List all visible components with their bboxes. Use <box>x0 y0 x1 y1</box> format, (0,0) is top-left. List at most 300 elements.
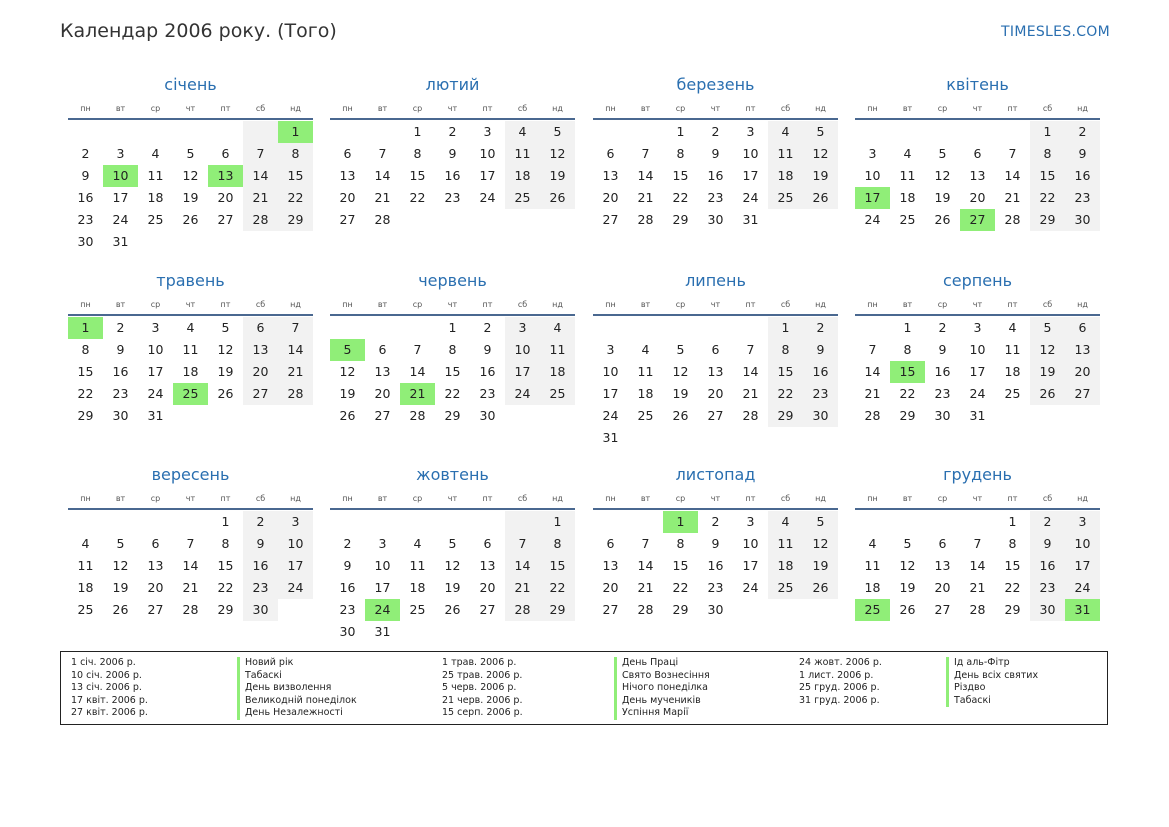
day-cell: 16 <box>339 580 356 595</box>
day-cell: 19 <box>934 190 951 205</box>
weekday-label: чт <box>972 104 983 113</box>
day-cell: 13 <box>243 339 278 361</box>
day-cell: 29 <box>672 212 689 227</box>
day-cell: 7 <box>505 533 540 555</box>
weekday-header <box>330 100 575 120</box>
day-cell: 15 <box>444 364 461 379</box>
day-cell: 5 <box>903 536 912 551</box>
day-cell: 19 <box>339 386 356 401</box>
day-cell: 27 <box>602 602 619 617</box>
day-cell: 18 <box>899 190 916 205</box>
day-cell: 14 <box>742 364 759 379</box>
day-cell: 9 <box>1065 143 1100 165</box>
holiday-date: 1 січ. 2006 р. <box>71 657 136 668</box>
day-cell: 20 <box>969 190 986 205</box>
month-2 <box>330 75 575 231</box>
day-cell: 13 <box>969 168 986 183</box>
day-cell: 21 <box>278 361 313 383</box>
day-cell-empty <box>505 511 540 533</box>
day-cell: 25 <box>409 602 426 617</box>
weekday-label: пн <box>342 104 353 113</box>
day-cell: 24 <box>505 383 540 405</box>
day-cell-empty <box>628 121 663 143</box>
day-cell: 30 <box>707 212 724 227</box>
weekday-label: сб <box>1042 300 1053 309</box>
day-cell-empty <box>628 317 663 339</box>
day-cell: 26 <box>339 408 356 423</box>
day-cell: 23 <box>707 580 724 595</box>
day-grid <box>593 511 838 621</box>
day-cell: 31 <box>602 430 619 445</box>
day-cell: 24 <box>479 190 496 205</box>
day-cell: 5 <box>676 342 685 357</box>
day-cell-empty <box>208 121 243 143</box>
day-cell: 11 <box>147 168 164 183</box>
weekday-label: сб <box>1042 494 1053 503</box>
day-cell: 25 <box>1004 386 1021 401</box>
day-cell: 21 <box>374 190 391 205</box>
weekday-label: сб <box>517 300 528 309</box>
day-cell: 1 <box>768 317 803 339</box>
month-1 <box>68 75 313 253</box>
day-cell: 26 <box>803 187 838 209</box>
weekday-label: нд <box>815 494 826 503</box>
day-cell: 29 <box>444 408 461 423</box>
weekday-label: вт <box>640 494 651 503</box>
day-cell: 9 <box>711 536 720 551</box>
weekday-label: вт <box>902 494 913 503</box>
day-cell: 13 <box>707 364 724 379</box>
day-cell: 30 <box>243 599 278 621</box>
weekday-label: сб <box>780 494 791 503</box>
day-cell: 27 <box>374 408 391 423</box>
day-cell: 5 <box>938 146 947 161</box>
day-cell: 4 <box>81 536 90 551</box>
day-cell: 19 <box>112 580 129 595</box>
day-cell: 10 <box>374 558 391 573</box>
day-cell: 26 <box>217 386 234 401</box>
day-grid <box>593 317 838 449</box>
day-cell: 5 <box>803 511 838 533</box>
month-name: липень <box>685 271 746 290</box>
day-cell: 16 <box>1065 165 1100 187</box>
day-cell: 9 <box>448 146 457 161</box>
day-cell: 27 <box>479 602 496 617</box>
weekday-label: пн <box>867 104 878 113</box>
day-cell: 29 <box>217 602 234 617</box>
brand-link[interactable]: TIMESLES.COM <box>1001 24 1110 40</box>
day-cell: 18 <box>864 580 881 595</box>
day-cell: 23 <box>803 383 838 405</box>
day-cell: 14 <box>637 168 654 183</box>
day-cell: 15 <box>278 165 313 187</box>
holiday-name: Ід аль-Фітр <box>946 657 1038 670</box>
day-cell-empty <box>103 511 138 533</box>
weekday-label: нд <box>815 300 826 309</box>
day-grid <box>855 121 1100 231</box>
day-cell-empty <box>330 121 365 143</box>
holiday-name: День Незалежності <box>237 707 357 720</box>
weekday-label: пт <box>745 104 756 113</box>
day-cell: 1 <box>221 514 230 529</box>
weekday-label: сб <box>517 494 528 503</box>
day-cell: 7 <box>186 536 195 551</box>
weekday-label: ср <box>675 104 686 113</box>
day-cell-empty <box>138 511 173 533</box>
holiday-name: Нічого понеділка <box>614 682 710 695</box>
day-cell: 8 <box>540 533 575 555</box>
weekday-label: вт <box>115 300 126 309</box>
weekday-label: нд <box>1077 300 1088 309</box>
weekday-header <box>855 296 1100 316</box>
day-cell: 20 <box>217 190 234 205</box>
day-cell: 16 <box>479 364 496 379</box>
day-cell-empty <box>68 121 103 143</box>
day-cell: 16 <box>112 364 129 379</box>
day-cell: 26 <box>1030 383 1065 405</box>
holiday-name: Табаскі <box>237 670 357 683</box>
day-cell: 18 <box>182 364 199 379</box>
day-cell: 12 <box>112 558 129 573</box>
month-name: травень <box>156 271 225 290</box>
day-cell: 17 <box>969 364 986 379</box>
day-cell-empty <box>365 121 400 143</box>
month-name: лютий <box>425 75 480 94</box>
month-name: серпень <box>943 271 1012 290</box>
day-cell-empty <box>855 317 890 339</box>
day-cell: 20 <box>934 580 951 595</box>
day-cell: 17 <box>112 190 129 205</box>
day-cell: 20 <box>602 580 619 595</box>
holiday-names-column <box>614 657 710 720</box>
day-cell-empty <box>960 511 995 533</box>
day-grid <box>68 121 313 253</box>
day-cell: 28 <box>969 602 986 617</box>
day-cell: 23 <box>479 386 496 401</box>
day-cell: 22 <box>77 386 94 401</box>
day-cell: 3 <box>868 146 877 161</box>
day-cell: 22 <box>1030 187 1065 209</box>
day-cell: 14 <box>243 165 278 187</box>
weekday-label: чт <box>972 494 983 503</box>
day-cell: 12 <box>444 558 461 573</box>
day-cell: 5 <box>116 536 125 551</box>
month-10 <box>330 465 575 643</box>
day-cell: 25 <box>540 383 575 405</box>
day-cell: 24 <box>969 386 986 401</box>
weekday-label: ср <box>675 494 686 503</box>
day-cell: 23 <box>77 212 94 227</box>
holiday-dates-column <box>71 657 148 720</box>
day-cell: 2 <box>448 124 457 139</box>
weekday-header <box>330 296 575 316</box>
day-cell: 13 <box>147 558 164 573</box>
weekday-label: пт <box>482 104 493 113</box>
holiday-day-cell: 17 <box>855 187 890 209</box>
day-cell: 21 <box>742 386 759 401</box>
day-cell-empty <box>628 511 663 533</box>
day-cell: 9 <box>483 342 492 357</box>
weekday-label: чт <box>185 300 196 309</box>
day-cell: 28 <box>1004 212 1021 227</box>
weekday-label: нд <box>290 494 301 503</box>
holiday-date: 10 січ. 2006 р. <box>71 669 142 681</box>
weekday-label: сб <box>255 104 266 113</box>
day-cell: 26 <box>444 602 461 617</box>
weekday-label: вт <box>902 300 913 309</box>
weekday-label: пн <box>867 300 878 309</box>
day-cell: 7 <box>641 146 650 161</box>
weekday-label: пн <box>605 104 616 113</box>
day-cell: 3 <box>378 536 387 551</box>
day-cell: 15 <box>672 558 689 573</box>
holiday-date: 15 серп. 2006 р. <box>442 707 523 719</box>
day-cell: 7 <box>641 536 650 551</box>
holiday-name: Великодній понеділок <box>237 695 357 708</box>
day-cell: 14 <box>278 339 313 361</box>
day-cell: 11 <box>1004 342 1021 357</box>
weekday-label: вт <box>377 494 388 503</box>
day-cell: 18 <box>409 580 426 595</box>
day-cell: 11 <box>182 342 199 357</box>
day-cell-empty <box>890 121 925 143</box>
weekday-label: нд <box>552 104 563 113</box>
day-cell: 10 <box>864 168 881 183</box>
day-cell: 30 <box>934 408 951 423</box>
day-cell: 17 <box>479 168 496 183</box>
day-cell: 28 <box>243 209 278 231</box>
day-cell: 12 <box>672 364 689 379</box>
weekday-label: пн <box>80 104 91 113</box>
day-cell: 10 <box>505 339 540 361</box>
day-cell: 8 <box>903 342 912 357</box>
day-cell: 3 <box>483 124 492 139</box>
day-cell: 6 <box>343 146 352 161</box>
day-cell: 3 <box>746 124 755 139</box>
day-cell: 16 <box>707 168 724 183</box>
day-cell: 19 <box>444 580 461 595</box>
day-cell: 23 <box>1030 577 1065 599</box>
day-cell: 10 <box>969 342 986 357</box>
day-cell: 18 <box>77 580 94 595</box>
day-cell: 15 <box>672 168 689 183</box>
day-cell: 25 <box>768 577 803 599</box>
day-cell: 17 <box>742 168 759 183</box>
day-cell: 29 <box>278 209 313 231</box>
day-cell: 18 <box>1004 364 1021 379</box>
month-3 <box>593 75 838 231</box>
day-cell: 17 <box>278 555 313 577</box>
day-cell: 19 <box>672 386 689 401</box>
day-cell: 25 <box>899 212 916 227</box>
day-cell: 21 <box>864 386 881 401</box>
day-cell: 8 <box>448 342 457 357</box>
day-cell: 17 <box>602 386 619 401</box>
day-cell: 14 <box>969 558 986 573</box>
day-cell: 14 <box>409 364 426 379</box>
holiday-dates-column <box>442 657 523 720</box>
day-cell-empty <box>68 511 103 533</box>
day-cell: 5 <box>221 320 230 335</box>
day-cell: 30 <box>479 408 496 423</box>
day-cell: 11 <box>768 533 803 555</box>
day-cell: 1 <box>413 124 422 139</box>
holiday-day-cell: 25 <box>173 383 208 405</box>
month-name: жовтень <box>416 465 489 484</box>
day-cell: 14 <box>637 558 654 573</box>
day-cell-empty <box>593 121 628 143</box>
day-cell: 20 <box>479 580 496 595</box>
weekday-header <box>330 490 575 510</box>
month-11 <box>593 465 838 621</box>
day-cell: 30 <box>1065 209 1100 231</box>
day-cell: 18 <box>768 165 803 187</box>
day-cell: 29 <box>768 405 803 427</box>
day-cell: 9 <box>81 168 90 183</box>
weekday-header <box>855 100 1100 120</box>
weekday-label: ср <box>412 300 423 309</box>
day-cell: 19 <box>899 580 916 595</box>
day-cell: 7 <box>378 146 387 161</box>
day-cell: 17 <box>505 361 540 383</box>
day-cell-empty <box>365 511 400 533</box>
holiday-list <box>60 651 1108 725</box>
day-cell: 11 <box>899 168 916 183</box>
month-5 <box>68 271 313 427</box>
day-cell: 7 <box>973 536 982 551</box>
weekday-label: пт <box>1007 300 1018 309</box>
month-7 <box>593 271 838 449</box>
weekday-label: ср <box>150 300 161 309</box>
holiday-day-cell: 1 <box>278 121 313 143</box>
day-cell: 15 <box>77 364 94 379</box>
day-cell: 4 <box>768 511 803 533</box>
holiday-names-column <box>946 657 1038 707</box>
day-cell: 14 <box>374 168 391 183</box>
weekday-header <box>68 100 313 120</box>
day-cell: 29 <box>77 408 94 423</box>
day-cell: 3 <box>505 317 540 339</box>
day-grid <box>68 317 313 427</box>
day-cell: 10 <box>479 146 496 161</box>
day-cell: 2 <box>1030 511 1065 533</box>
day-cell: 23 <box>934 386 951 401</box>
day-cell: 31 <box>742 212 759 227</box>
day-cell: 28 <box>864 408 881 423</box>
month-name: червень <box>418 271 487 290</box>
day-cell-empty <box>243 121 278 143</box>
weekday-label: пн <box>867 494 878 503</box>
day-cell: 2 <box>243 511 278 533</box>
day-cell: 20 <box>339 190 356 205</box>
day-cell: 26 <box>540 187 575 209</box>
day-cell: 24 <box>602 408 619 423</box>
day-cell: 23 <box>112 386 129 401</box>
day-cell: 19 <box>217 364 234 379</box>
day-cell: 14 <box>182 558 199 573</box>
weekday-label: пн <box>605 300 616 309</box>
holiday-name: День Праці <box>614 657 710 670</box>
day-cell: 30 <box>803 405 838 427</box>
day-cell: 31 <box>112 234 129 249</box>
day-cell: 13 <box>602 168 619 183</box>
month-4 <box>855 75 1100 231</box>
day-cell-empty <box>593 511 628 533</box>
day-cell-empty <box>733 317 768 339</box>
day-cell: 21 <box>182 580 199 595</box>
day-cell: 8 <box>676 146 685 161</box>
day-cell: 3 <box>278 511 313 533</box>
day-cell: 31 <box>374 624 391 639</box>
day-cell: 13 <box>339 168 356 183</box>
holiday-name: День мучеників <box>614 695 710 708</box>
day-cell: 8 <box>676 536 685 551</box>
day-cell: 9 <box>938 342 947 357</box>
day-cell: 26 <box>112 602 129 617</box>
day-cell-empty <box>400 511 435 533</box>
day-cell: 5 <box>540 121 575 143</box>
day-cell: 1 <box>903 320 912 335</box>
day-cell: 29 <box>540 599 575 621</box>
weekday-label: чт <box>710 104 721 113</box>
holiday-day-cell: 27 <box>960 209 995 231</box>
day-cell: 26 <box>803 577 838 599</box>
weekday-label: вт <box>640 104 651 113</box>
weekday-label: ср <box>412 104 423 113</box>
day-cell: 29 <box>899 408 916 423</box>
day-cell: 18 <box>505 165 540 187</box>
month-12 <box>855 465 1100 621</box>
day-cell: 22 <box>899 386 916 401</box>
day-cell: 4 <box>1008 320 1017 335</box>
weekday-label: вт <box>377 300 388 309</box>
day-cell: 16 <box>444 168 461 183</box>
weekday-label: пн <box>605 494 616 503</box>
weekday-label: пт <box>1007 104 1018 113</box>
day-cell: 7 <box>1008 146 1017 161</box>
day-cell: 13 <box>934 558 951 573</box>
holiday-day-cell: 31 <box>1065 599 1100 621</box>
day-cell: 27 <box>602 212 619 227</box>
day-cell: 25 <box>77 602 94 617</box>
day-cell: 8 <box>768 339 803 361</box>
weekday-label: вт <box>640 300 651 309</box>
month-name: січень <box>164 75 217 94</box>
weekday-label: пт <box>220 300 231 309</box>
holiday-date: 13 січ. 2006 р. <box>71 682 142 694</box>
day-cell: 28 <box>742 408 759 423</box>
month-name: березень <box>676 75 755 94</box>
day-cell: 3 <box>973 320 982 335</box>
day-cell: 5 <box>448 536 457 551</box>
day-cell: 26 <box>899 602 916 617</box>
day-cell: 14 <box>864 364 881 379</box>
day-cell: 11 <box>768 143 803 165</box>
weekday-header <box>68 296 313 316</box>
day-cell: 8 <box>278 143 313 165</box>
day-cell: 20 <box>374 386 391 401</box>
day-cell: 21 <box>505 577 540 599</box>
day-cell: 19 <box>182 190 199 205</box>
day-cell: 20 <box>147 580 164 595</box>
day-cell-empty <box>890 511 925 533</box>
day-cell: 22 <box>444 386 461 401</box>
weekday-label: сб <box>255 494 266 503</box>
day-cell: 28 <box>505 599 540 621</box>
day-cell: 11 <box>637 364 654 379</box>
day-cell: 12 <box>182 168 199 183</box>
day-cell: 9 <box>711 146 720 161</box>
